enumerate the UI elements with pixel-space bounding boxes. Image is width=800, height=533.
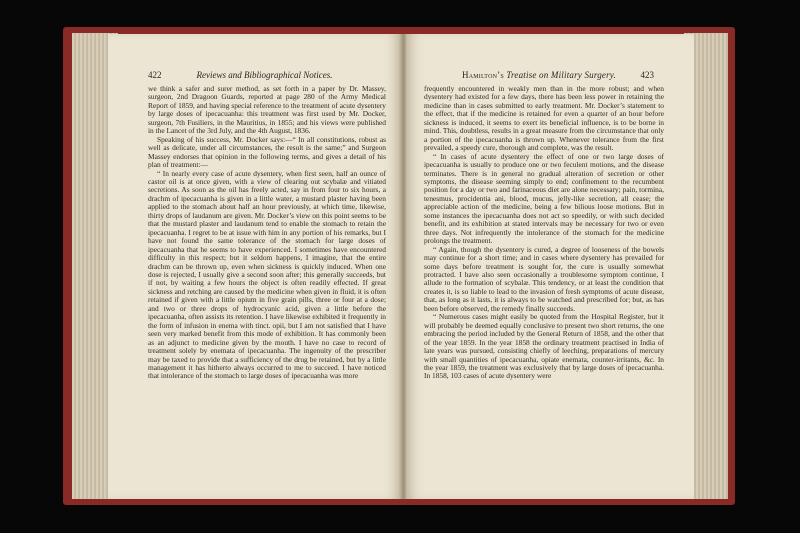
left-paragraph-2: Speaking of his success, Mr. Docker says:—“ In all constitutions, robust as well as delicate, under all circumstances, the result is the same;” and Surgeon Massey endorses that opinion in the following terms, and gives a detail of his plan of treatment:— <box>148 134 386 170</box>
right-page-header <box>424 70 654 84</box>
left-paragraph-1: we think a safer and surer method, as set forth in a paper by Dr. Massey, surgeon, 2nd Dragoon Guards, reported at page 280 of the Army Medical Report of 1859, and having special reference to the treatment of acute dysentery by large doses of ipecacuanha: this treatment was first used by Mr. Docker, surgeon, 7th Fusiliers, in the Mauritius, in 1855; and his views were published in the Lancet of the 3rd July, and the 4th August, 1836. <box>148 84 386 136</box>
running-head-title: Treatise on Military Surgery. <box>506 70 616 80</box>
left-page-number: 422 <box>148 70 162 80</box>
right-paragraph-4: “ Numerous cases might easily be quoted from the Hospital Register, but it will probably be deemed equally conclusive to present two short returns, the one embracing the period included by the General Return of 1858, and the other that of the year 1859. In the year 1858 the ordinary treatment practised in India of late years was pursued, consisting chiefly of leeching, preparations of mercury with small quantities of ipecacuanha, opiate enemata, counter-irritants, &c. In the year 1859, the treatment was exclusively that by large doses of ipecacuanha. In 1858, 103 cases of acute dysentery were <box>424 312 664 381</box>
right-page-text <box>424 85 664 381</box>
right-page-number: 423 <box>640 70 654 80</box>
right-paragraph-3: “ Again, though the dysentery is cured, a degree of looseness of the bowels may continue for a short time; and in cases where dysentery has prevailed for some days before treatment is sought for, the cure is usually somewhat protracted. I have also seen occasionally a troublesome symptom continue, I allude to the formation of scybalæ. This tendency, or at least the condition that creates it, is so liable to lead to the invasion of fresh symptoms of acute disease, that, as long as it lasts, it is always to be watched and prescribed for; but, as has been before observed, the remedy finally succeeds. <box>424 244 664 313</box>
left-page-header <box>148 70 381 84</box>
right-paragraph-1: frequently encountered in weakly men than in the more robust; and when dysentery had existed for a few days, there has been less power in retaining the medicine than in cases submitted to early treatment. Mr. Docker’s statement to the effect, that if the medicine is retained for even a quarter of an hour before sickness is induced, it seems to exert its beneficial influence, is to be borne in mind. This, doubtless, results in a great measure from the circumstance that only a portion of the ipecacuanha is thrown up. Whenever tolerance from the first prevailed, a speedy cure, thorough and complete, was the result. <box>424 84 664 153</box>
left-paragraph-3: “ In nearly every case of acute dysentery, when first seen, half an ounce of castor oil is at once given, with a view of clearing out scybalæ and vitiated secretions. As soon as the oil has freely acted, say in from four to six hours, a drachm of ipecacuanha is given in a little water, a mustard plaster having been applied to the stomach about half an hour previously, at which time, likewise, thirty drops of laudanum are given. Mr. Docker’s view on this point seems to be that the mustard plaster and laudanum tend to enable the stomach to retain the ipecacuanha. I regret to be at issue with him in any portion of his remarks, but I have not found the same tolerance of the stomach for large doses of ipecacuanha that he seems to have experienced. I sometimes have encountered difficulty in this respect; but it seldom happens, I imagine, that the entire drachm can be thrown up, even when sickness is quickly induced. When one dose is rejected, I usually give a second soon after; this generally succeeds, but if not, by waiting a few hours the object is often readily effected. If great sickness and retching are caused by the medicine when given in fluid, it is often retained if given with a little opium in five grain pills, three or four at a dose; and two or three drops of hydrocyanic acid, given a little before the ipecacuanha, often assists its retention. I have likewise exhibited it frequently in the form of infusion in enema with tinct. opii, but I am not satisfied that I have seen very marked benefit from this mode of exhibition. It has commonly been as an adjunct to medicine given by the mouth. I have no case to record of treatment solely by enemata of ipecacuanha. The ingenuity of the prescriber may be taxed to provide that a sufficiency of the drug be retained, but by a little management it has hitherto always occurred to me to succeed. I have noticed that intolerance of the stomach to large doses of ipecacuanha was more <box>148 168 386 381</box>
left-page-text <box>148 85 386 381</box>
right-running-head <box>424 70 654 80</box>
right-paragraph-2: “ In cases of acute dysentery the effect of one or two large doses of ipecacuanha is usually to produce one or two feculent motions, and the disease terminates. There is in general no gradual alteration of secretion or other symptoms, the disease seeming simply to end; confinement to the recumbent position for a day or two and farinaceous diet are alone necessary; pain, tormina, tenesmus, procidentia ani, blood, mucus, jelly-like secretion, all cease; the appreciable action of the medicine, being a few bilious loose motions. But in some instances the ipecacuanha does not act so speedily, or with such decided benefit, and its exhibition at stated intervals may be necessary for two or even three days. Not infrequently the intolerance of the stomach for the medicine prolongs the treatment. <box>424 151 664 246</box>
running-head-author: Hamilton’s <box>462 70 504 80</box>
left-running-head: Reviews and Bibliographical Notices. <box>196 70 333 80</box>
left-page <box>108 34 401 499</box>
right-page <box>406 34 694 499</box>
